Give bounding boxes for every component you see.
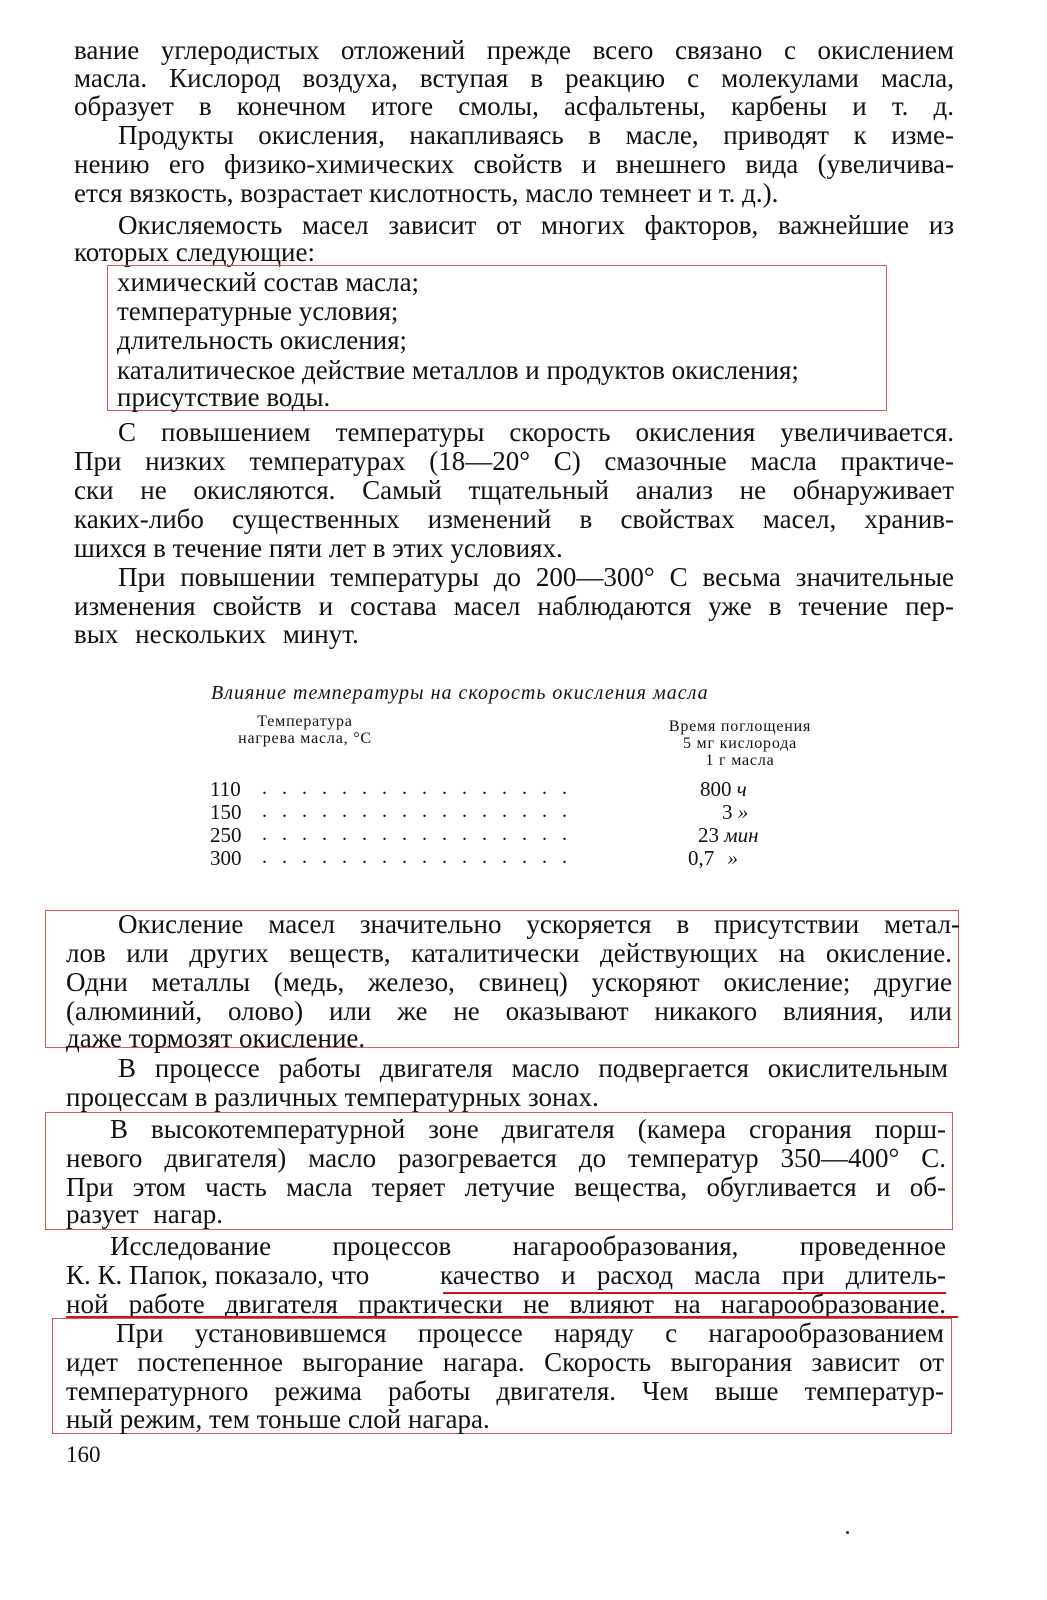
table-leader-dots: . . . . . . . . . . . . . . . . [262, 823, 572, 845]
paragraph-line: нению его физико-химических свойств и внешнего вида (увеличива- [74, 149, 954, 179]
table-header-time [635, 718, 845, 769]
paragraph-line: масла. Кислород воздуха, вступая в реакцию с молекулами масла, [74, 63, 954, 93]
paragraph-line: В процессе работы двигателя масло подвергается окислительным [118, 1053, 948, 1083]
factor-item: длительность окисления; [117, 325, 408, 355]
table-cell-temperature: 300 [210, 846, 242, 870]
paragraph-line: каких-либо существенных изменений в свойствах масел, хранив- [74, 504, 954, 534]
table-cell-time [698, 823, 759, 848]
paragraph-line: разует нагар. [66, 1199, 224, 1229]
paragraph-line: Окисляемость масел зависит от многих факторов, важнейшие из [118, 210, 954, 240]
paragraph-line: ный режим, тем тоньше слой нагара. [66, 1404, 490, 1434]
table-unit: ч [736, 777, 747, 801]
factor-item: присутствие воды. [117, 382, 331, 412]
table-cell-time [700, 777, 747, 802]
table-cell-temperature: 250 [210, 823, 242, 847]
table-header-line: Температура [257, 713, 353, 730]
paragraph-line: Окисление масел значительно ускоряется в присутствии метал- [118, 909, 960, 939]
paragraph-line: С повышением температуры скорость окисления увеличивается. [118, 417, 954, 447]
table-value: 23 [698, 823, 719, 847]
factor-item: температурные условия; [117, 296, 399, 326]
factor-item: химический состав масла; [117, 267, 420, 297]
table-header-line: Время поглощения [668, 718, 812, 735]
paragraph-line: идет постепенное выгорание нагара. Скорость выгорания зависит от [66, 1347, 944, 1377]
table-unit: » [737, 800, 749, 824]
paragraph-line: ется вязкость, возрастает кислотность, масло темнеет и т. д.). [74, 178, 779, 208]
paragraph-line: ски не окисляются. Самый тщательный анализ не обнаруживает [74, 475, 954, 505]
paragraph-line: Одни металлы (медь, железо, свинец) ускоряют окисление; другие [66, 967, 952, 997]
table-leader-dots: . . . . . . . . . . . . . . . . [262, 777, 572, 799]
table-leader-dots: . . . . . . . . . . . . . . . . [262, 800, 572, 822]
table-cell-time [688, 846, 738, 871]
factor-item: каталитическое действие металлов и продуктов окисления; [117, 355, 799, 385]
table-value: 3 [722, 800, 733, 824]
table-header-line: 1 г масла [705, 752, 775, 769]
table-header-temperature [210, 713, 400, 747]
paragraph-line: К. К. Папок, показало, что [66, 1260, 370, 1290]
table-leader-dots: . . . . . . . . . . . . . . . . [262, 846, 572, 868]
paragraph-line: лов или других веществ, каталитически действующих на окисление. [66, 938, 952, 968]
paragraph-line: невого двигателя) масло разогревается до температур 350—400° С. [66, 1143, 946, 1173]
table-row [210, 846, 810, 870]
paragraph-line: шихся в течение пяти лет в этих условиях. [74, 533, 563, 563]
table-unit: мин [724, 823, 759, 847]
table-value: 0,7 [688, 846, 715, 870]
table-unit: » [727, 846, 738, 870]
table-row [210, 777, 810, 801]
paragraph-line: При установившемся процессе наряду с нагарообразованием [116, 1318, 944, 1348]
paragraph-line: (алюминий, олово) или же не оказывают никакого влияния, или [66, 996, 952, 1026]
paragraph-line: При этом часть масла теряет летучие вещества, обугливается и об- [66, 1172, 946, 1202]
paragraph-line: Исследование процессов нагарообразования, проведенное [110, 1231, 946, 1261]
paragraph-line: даже тормозят окисление. [66, 1023, 366, 1053]
table-row [210, 823, 810, 847]
paragraph-line: вание углеродистых отложений прежде всего связано с окислением [74, 35, 954, 65]
underlined-phrase: ной работе двигателя практически не влияют на нагарообразование. [66, 1289, 946, 1319]
table-cell-temperature: 110 [210, 777, 241, 801]
table-header-line: 5 мг кислорода [682, 735, 798, 752]
table-title: Влияние температуры на скорость окисления масла [211, 682, 709, 704]
paragraph-line: которых следующие: [74, 237, 315, 267]
paragraph-line: температурного режима работы двигателя. Чем выше температур- [66, 1376, 944, 1406]
table-cell-temperature: 150 [210, 800, 242, 824]
paragraph-line: Продукты окисления, накапливаясь в масле, приводят к изме- [118, 120, 954, 150]
paragraph-line: вых нескольких минут. [74, 619, 359, 649]
table-header-line: нагрева масла, °С [238, 730, 372, 747]
paragraph-line: При низких температурах (18—20° С) смазочные масла практиче- [74, 446, 954, 476]
table-row [210, 800, 810, 824]
print-speck [846, 1531, 849, 1534]
paragraph-line: При повышении температуры до 200—300° С весьма значительные [118, 562, 954, 592]
paragraph-line: изменения свойств и состава масел наблюдаются уже в течение пер- [74, 591, 954, 621]
table-value: 800 [700, 777, 732, 801]
paragraph-line: процессам в различных температурных зонах. [66, 1082, 599, 1112]
paragraph-line: В высокотемпературной зоне двигателя (камера сгорания порш- [110, 1114, 946, 1144]
underlined-phrase: качество и расход масла при длитель- [440, 1260, 946, 1290]
table-cell-time [722, 800, 748, 825]
paragraph-line: образует в конечном итоге смолы, асфальтены, карбены и т. д. [74, 91, 954, 121]
page-number: 160 [66, 1442, 101, 1467]
